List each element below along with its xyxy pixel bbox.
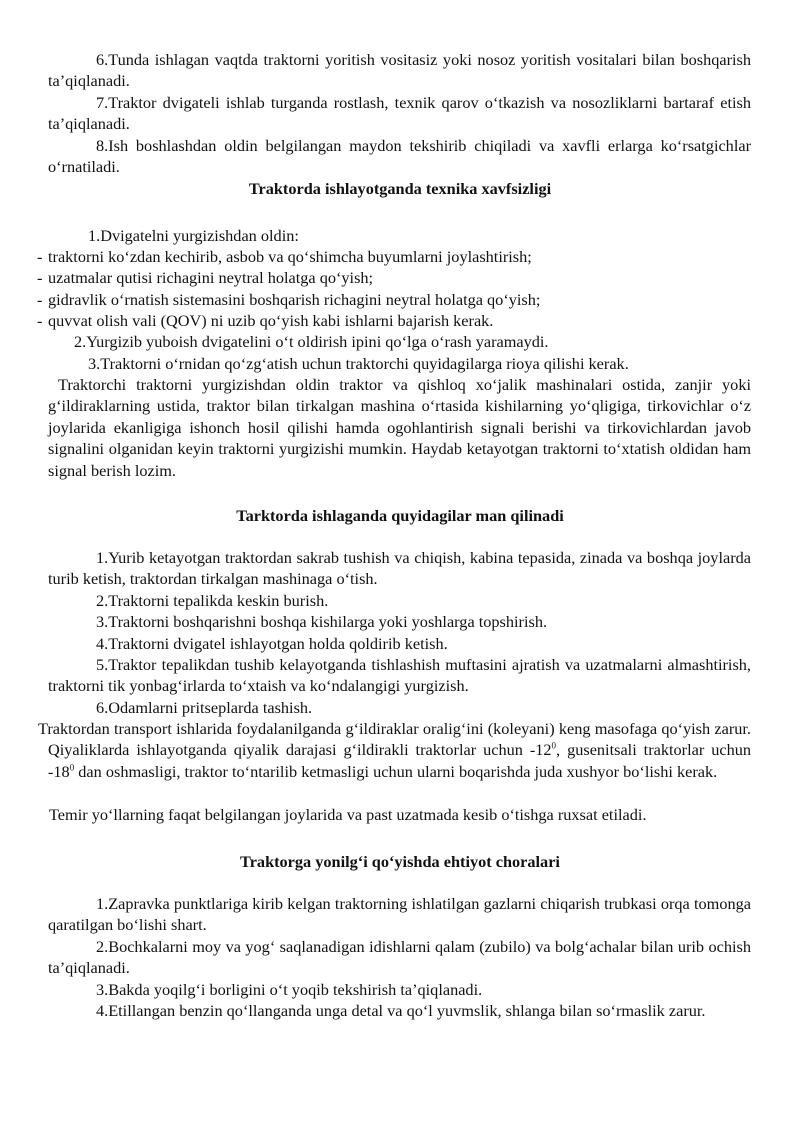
s3-item: 3.Bakda yoqilg‘i borligini o‘t yoqib tekshirish ta’qiqlanadi.: [96, 980, 483, 999]
s3-item: 2.Bochkalarni moy va yog‘ saqlanadigan idishlarni qalam (zubilo) va bolg‘achalar bilan urib ochish ta’qiqlanadi.: [48, 937, 751, 978]
s2-item: 5.Traktor tepalikdan tushib kelayotganda tishlashish muftasini ajratish va uzatmalarni almashtirish, traktorni tik yonbag‘irlarda to‘xtaish va ko‘ndalangigi yurgizish.: [48, 655, 751, 696]
s1-dash-item: - uzatmalar qutisi richagini neytral holatga qo‘yish;: [37, 268, 374, 287]
s2-item: 2.Traktorni tepalikda keskin burish.: [96, 591, 329, 610]
s1-dash-item: - traktorni ko‘zdan kechirib, asbob va qo‘shimcha buyumlarni joylashtirish;: [37, 247, 532, 266]
s1-item-3: 3.Traktorni o‘rnidan qo‘zg‘atish uchun traktorchi quyidagilarga rioya qilishi kerak.: [88, 354, 629, 373]
rule-8: 8.Ish boshlashdan oldin belgilangan maydon tekshirib chiqiladi va xavfli erlarga ko‘rsatgichlar o‘rnatiladi.: [48, 136, 751, 177]
s1-item-2: 2.Yurgizib yuboish dvigatelini o‘t oldirish ipini qo‘lga o‘rash yaramaydi.: [74, 332, 549, 351]
s2-transport-paragraph: Traktordan transport ishlarida foydalanilganda g‘ildiraklar oralig‘ini (koleyani) keng masofaga qo‘yish zarur. Qiyaliklarda ishlayotganda qiyalik darajasi g‘ildirakli traktorlar uchun $-12^0$, gusenitsali traktorlar uchun $-18^0$ dan oshmasligi, traktor to‘ntarilib ketmasligi uchun ularni boqarishda juda xushyor bo‘lishi kerak.: [38, 719, 751, 781]
degree-superscript: 0: [551, 741, 557, 752]
section-heading-fuel: Traktorga yonilg‘i qo‘yishda ehtiyot choralari: [240, 852, 560, 871]
s2-item: 3.Traktorni boshqarishni boshqa kishilarga yoki yoshlarga topshirish.: [96, 612, 548, 631]
s3-item: 1.Zapravka punktlariga kirib kelgan traktorning ishlatilgan gazlarni chiqarish trubkasi orqa tomonga qaratilgan bo‘lishi shart.: [48, 894, 751, 935]
s1-paragraph: Traktorchi traktorni yurgizishdan oldin traktor va qishloq xo‘jalik mashinalari ostida, zanjir yoki g‘ildiraklarning ustida, traktor bilan tirkalgan mashina o‘rtasida kishilarning yo‘qligiga, tirkovichlar o‘z joylarida ekanligiga ishonch hosil qilishi hamda ogohlantirish signali berishi va tirkovichlardan javob signalini olganidan keyin traktorni yurgizishi mumkin. Haydab ketayotgan traktorni to‘xtatish oldidan ham signal berish lozim.: [48, 375, 751, 480]
rule-7: 7.Traktor dvigateli ishlab turganda rostlash, texnik qarov o‘tkazish va nosozliklarni bartaraf etish ta’qiqlanadi.: [48, 93, 751, 134]
section-heading-prohibited: Tarktorda ishlaganda quyidagilar man qilinadi: [236, 506, 564, 525]
s2-railway-paragraph: Temir yo‘llarning faqat belgilangan joylarida va past uzatmada kesib o‘tishga ruxsat etiladi.: [49, 805, 647, 824]
s1-item-1: 1.Dvigatelni yurgizishdan oldin:: [88, 226, 299, 245]
section-heading-safety: Traktorda ishlayotganda texnika xavfsizligi: [248, 179, 552, 198]
degree-superscript: 0: [69, 762, 75, 773]
rule-6: 6.Tunda ishlagan vaqtda traktorni yoritish vositasiz yoki nosoz yoritish vositalari bilan boshqarish ta’qiqlanadi.: [48, 50, 751, 91]
s1-dash-item: - gidravlik o‘rnatish sistemasini boshqarish richagini neytral holatga qo‘yish;: [37, 290, 541, 309]
s2-item: 4.Traktorni dvigatel ishlayotgan holda qoldirib ketish.: [96, 634, 448, 653]
s1-dash-item: - quvvat olish vali (QOV) ni uzib qo‘yish kabi ishlarni bajarish kerak.: [37, 311, 494, 330]
s2-item: 6.Odamlarni pritseplarda tashish.: [96, 698, 313, 717]
s3-item: 4.Etillangan benzin qo‘llanganda unga detal va qo‘l yuvmslik, shlanga bilan so‘rmaslik zarur.: [96, 1001, 706, 1020]
s2-item: 1.Yurib ketayotgan traktordan sakrab tushish va chiqish, kabina tepasida, zinada va boshqa joylarda turib ketish, traktordan tirkalgan mashinaga o‘tish.: [48, 548, 751, 589]
